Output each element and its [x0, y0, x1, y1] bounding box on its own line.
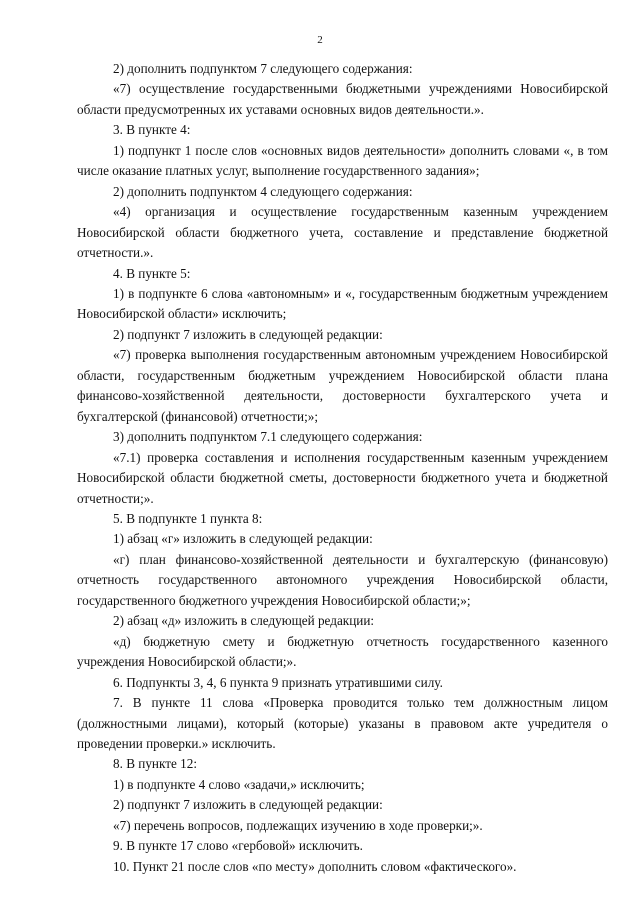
- paragraph: 2) подпункт 7 изложить в следующей редакции:: [113, 797, 383, 813]
- paragraph: «7) осуществление государственными бюджетными учреждениями Новосибирской области предусмотренных их уставами основных видов деятельности.».: [77, 81, 608, 117]
- paragraph: 6. Подпункты 3, 4, 6 пункта 9 признать утратившими силу.: [113, 674, 443, 690]
- paragraph: 2) дополнить подпунктом 4 следующего содержания:: [113, 183, 413, 199]
- paragraph: 1) в подпункте 4 слово «задачи,» исключить;: [113, 776, 365, 792]
- paragraph: 7. В пункте 11 слова «Проверка проводится только тем должностным лицом (должностными лицами), который (которые) указаны в правовом акте учредителя о проведении проверки.» исключить.: [77, 695, 608, 751]
- paragraph: 1) подпункт 1 после слов «основных видов деятельности» дополнить словами «, в том числе оказание платных услуг, выполнение государственного задания»;: [77, 142, 608, 179]
- paragraph: 2) абзац «д» изложить в следующей редакции:: [113, 613, 375, 629]
- paragraph: 10. Пункт 21 после слов «по месту» дополнить словом «фактического».: [113, 858, 517, 874]
- paragraph: 1) в подпункте 6 слова «автономным» и «, государственным бюджетным учреждением Новосибирской области» исключить;: [77, 285, 608, 322]
- document-body: [77, 59, 608, 877]
- paragraph: «7) проверка выполнения государственным автономным учреждением Новосибирской области, государственным бюджетным учреждением Новосибирской области плана финансово-хозяйственной деятельности, достоверности бухгалтерского учета и бухгалтерской (финансовой) отчетности;»;: [77, 347, 608, 424]
- paragraph: 2) подпункт 7 изложить в следующей редакции:: [113, 326, 383, 342]
- paragraph: 9. В пункте 17 слово «гербовой» исключить.: [113, 838, 363, 854]
- paragraph: «7.1) проверка составления и исполнения государственным казенным учреждением Новосибирской области бюджетной сметы, достоверности бюджетного учета и бюджетной отчетности;».: [77, 449, 608, 506]
- page-number: 2: [317, 34, 323, 46]
- paragraph: 5. В подпункте 1 пункта 8:: [113, 510, 263, 526]
- paragraph: 3. В пункте 4:: [113, 122, 191, 138]
- paragraph: 4. В пункте 5:: [113, 265, 191, 281]
- paragraph: 8. В пункте 12:: [113, 756, 197, 772]
- paragraph: «г) план финансово-хозяйственной деятельности и бухгалтерскую (финансовую) отчетность государственного автономного учреждения Новосибирской области, государственного бюджетного учреждения Новосибирской области;»;: [77, 551, 608, 608]
- paragraph: 1) абзац «г» изложить в следующей редакции:: [113, 531, 373, 547]
- paragraph: 3) дополнить подпунктом 7.1 следующего содержания:: [113, 429, 423, 445]
- paragraph: «4) организация и осуществление государственным казенным учреждением Новосибирской области бюджетного учета, составление и представление бюджетной отчетности.».: [77, 204, 608, 261]
- paragraph: «7) перечень вопросов, подлежащих изучению в ходе проверки;».: [113, 817, 483, 833]
- paragraph: «д) бюджетную смету и бюджетную отчетность государственного казенного учреждения Новосибирской области;».: [77, 633, 608, 670]
- paragraph: 2) дополнить подпунктом 7 следующего содержания:: [113, 61, 413, 76]
